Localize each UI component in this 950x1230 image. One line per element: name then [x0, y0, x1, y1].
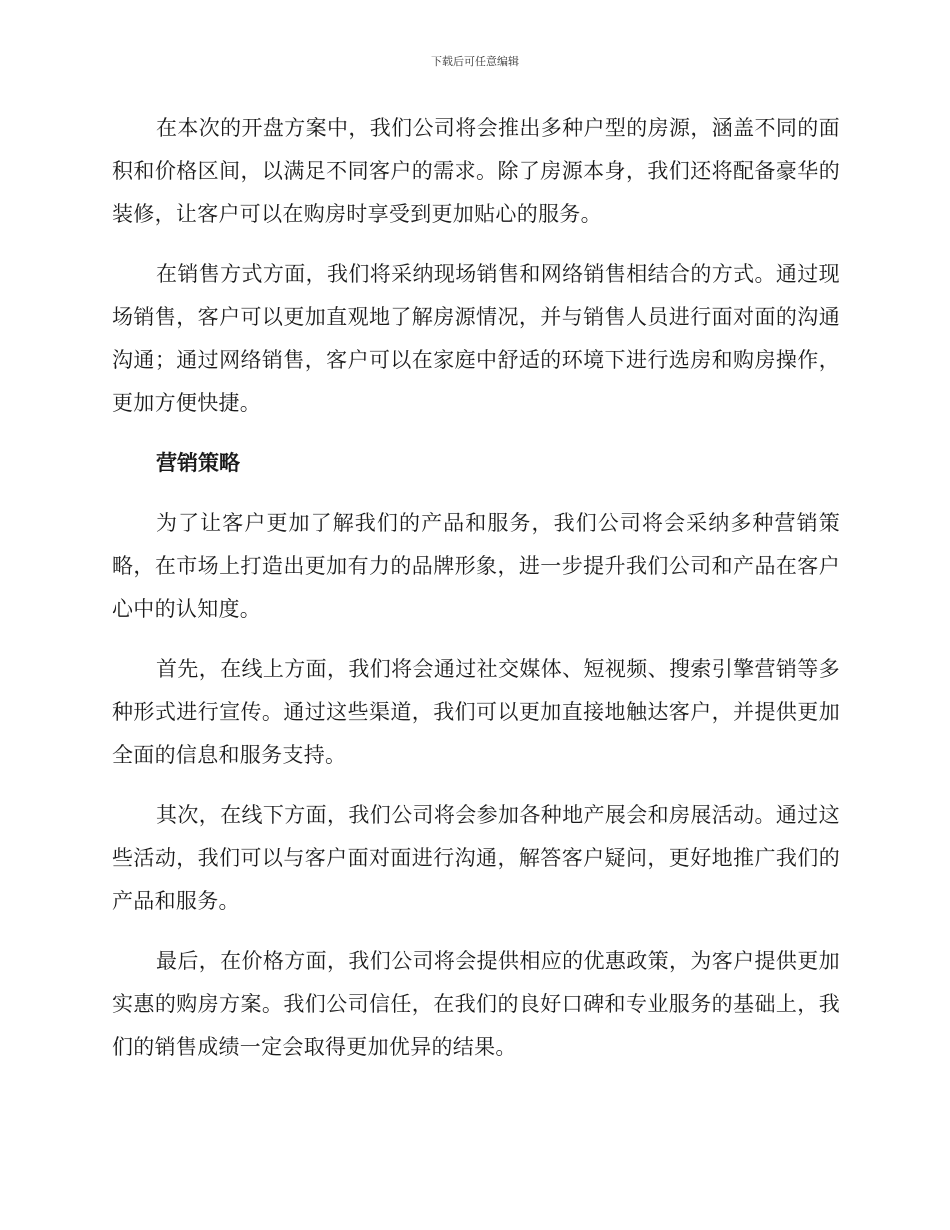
paragraph-offering: 在本次的开盘方案中，我们公司将会推出多种户型的房源，涵盖不同的面积和价格区间，以满足不同客户的需求。除了房源本身，我们还将配备豪华的装修，让客户可以在购房时享受到更加贴心的服务。: [112, 116, 840, 226]
paragraph-sales-method: 在销售方式方面，我们将采纳现场销售和网络销售相结合的方式。通过现场销售，客户可以更加直观地了解房源情况，并与销售人员进行面对面的沟通沟通；通过网络销售，客户可以在家庭中舒适的环境下进行选房和购房操作，更加方便快捷。: [112, 262, 840, 415]
section-heading-marketing: 营销策略: [156, 451, 240, 475]
page-header: 下载后可任意编辑: [431, 55, 519, 68]
paragraph-marketing-intro: 为了让客户更加了解我们的产品和服务，我们公司将会采纳多种营销策略，在市场上打造出更加有力的品牌形象，进一步提升我们公司和产品在客户心中的认知度。: [112, 511, 840, 621]
document-body: [112, 107, 840, 1086]
paragraph-offline-marketing: 其次，在线下方面，我们公司将会参加各种地产展会和房展活动。通过这些活动，我们可以与客户面对面进行沟通，解答客户疑问，更好地推广我们的产品和服务。: [112, 803, 840, 913]
paragraph-online-marketing: 首先，在线上方面，我们将会通过社交媒体、短视频、搜索引擎营销等多种形式进行宣传。通过这些渠道，我们可以更加直接地触达客户，并提供更加全面的信息和服务支持。: [112, 657, 840, 767]
paragraph-pricing: 最后，在价格方面，我们公司将会提供相应的优惠政策，为客户提供更加实惠的购房方案。我们公司信任，在我们的良好口碑和专业服务的基础上，我们的销售成绩一定会取得更加优异的结果。: [112, 949, 840, 1059]
